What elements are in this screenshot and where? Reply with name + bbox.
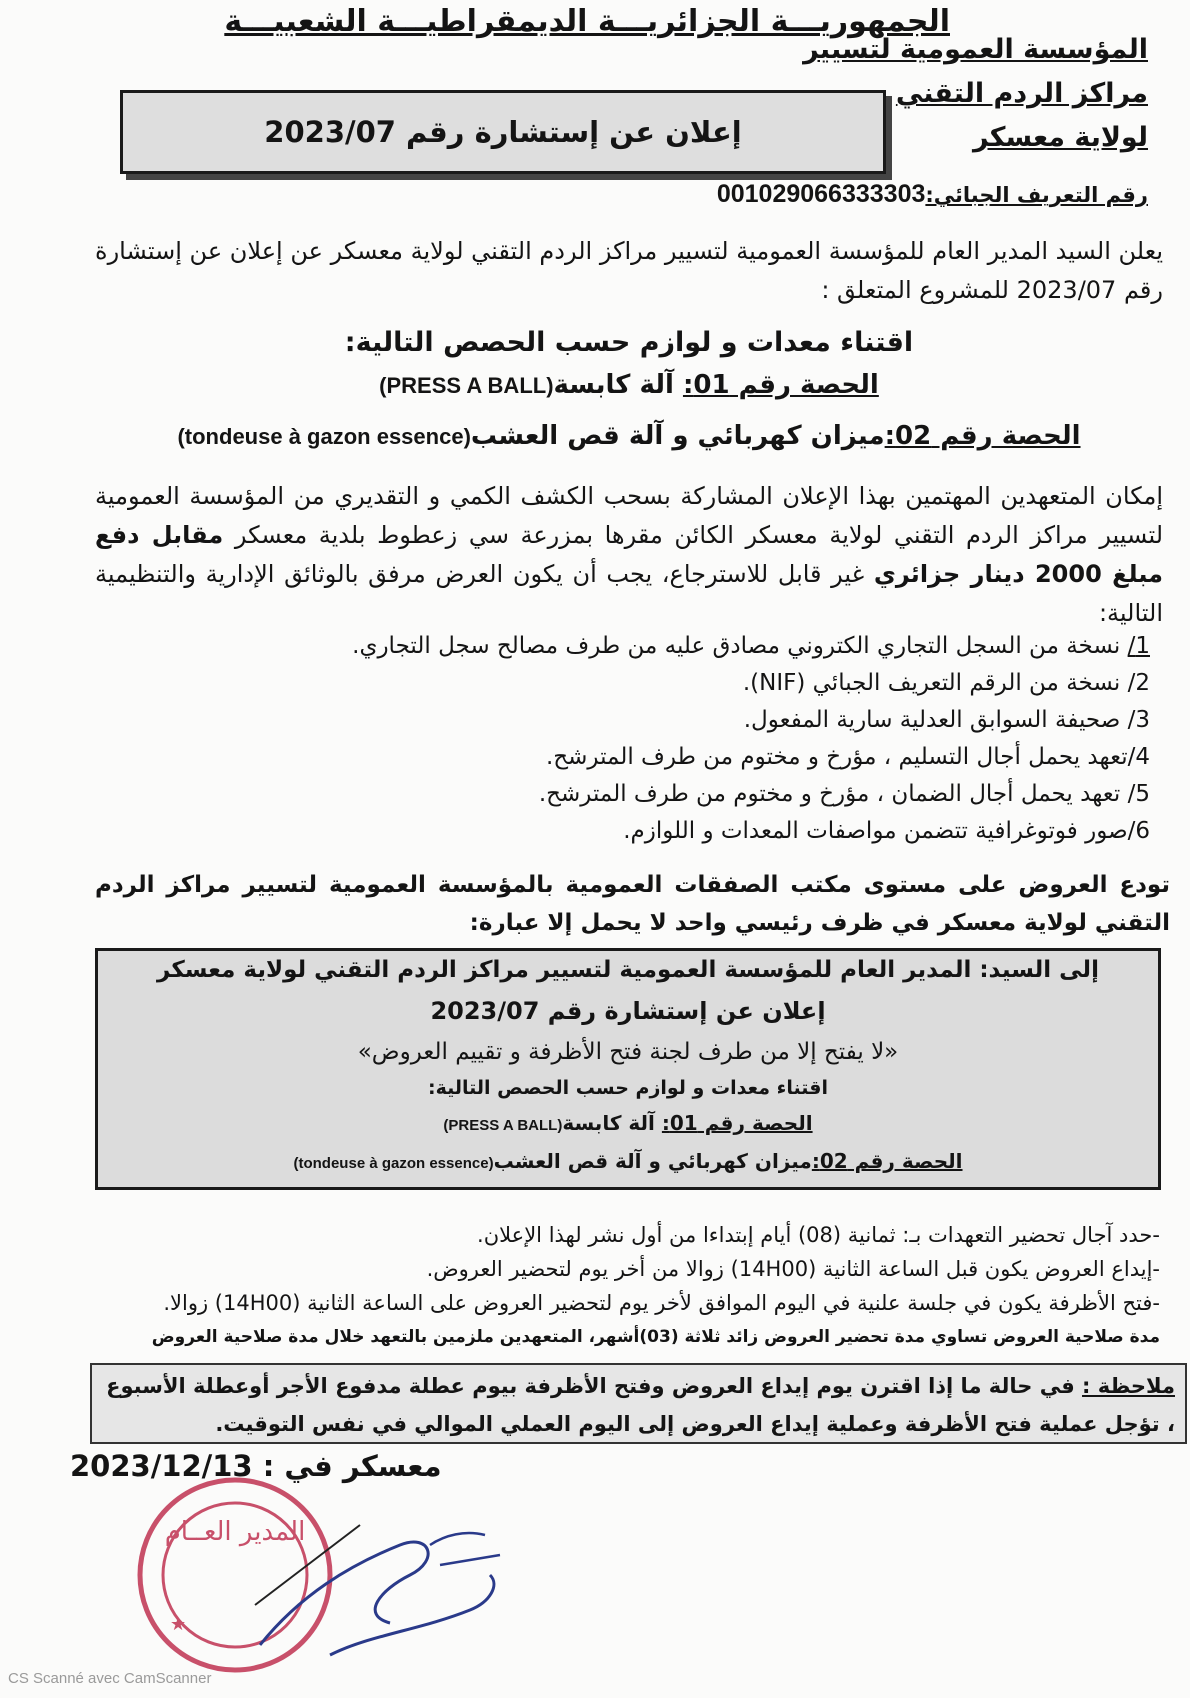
document-num: 2/ (1127, 670, 1150, 696)
tax-id-value: 001029066333303 (716, 180, 926, 208)
offers-validity: مدة صلاحية العروض تساوي مدة تحضير العروض زائد ثلاثة (03)أشهر، المتعهدين ملزمين بالتعهد خلال مدة صلاحية العروض (151, 1327, 1160, 1347)
signature-stroke-2 (330, 1575, 494, 1655)
envelope-warning: «لا يفتح إلا من طرف لجنة فتح الأظرفة و تقييم العروض» (357, 1039, 899, 1065)
handwritten-signature (240, 1505, 530, 1675)
lot-1-text: آلة كابسة (553, 370, 683, 400)
document-item-2 (743, 670, 1150, 696)
tax-id (717, 180, 1148, 209)
note-box (90, 1363, 1187, 1444)
tax-id-label: رقم التعريف الجبائي: (925, 183, 1148, 207)
document-item-3 (744, 707, 1150, 733)
document-num: 5/ (1127, 781, 1150, 807)
envelope-title: إعلان عن إستشارة رقم 2023/07 (430, 997, 826, 1025)
institution-line-2: مراكز الردم التقني (895, 78, 1148, 109)
announcement-title-box (120, 90, 886, 174)
envelope-lot-1-label: الحصة رقم 01: (661, 1111, 813, 1135)
lot-2-latin: (tondeuse à gazon essence) (177, 424, 471, 449)
envelope-box (95, 948, 1161, 1190)
signature-stroke-4 (255, 1525, 360, 1605)
deadline-deposit: -إيداع العروض يكون قبل الساعة الثانية (14H00) زوالا من أخر يوم لتحضير العروض. (426, 1257, 1160, 1281)
stamp-star: ★ (170, 1614, 187, 1635)
envelope-to (98, 957, 1158, 983)
document-item-5 (539, 781, 1150, 807)
note-text: في حالة ما إذا اقترن يوم إيداع العروض وفتح الأظرفة بيوم عطلة مدفوع الأجر أوعطلة الأسبوع ، تؤجل عملية فتح الأظرفة وعملية إيداع العروض إلى اليوم العملي الموالي في نفس التوقيت. (106, 1374, 1175, 1436)
envelope-lot-2 (98, 1149, 1158, 1173)
deposit-paragraph: تودع العروض على مستوى مكتب الصفقات العمومية بالمؤسسة العمومية لتسيير مراكز الردم التقني لولاية معسكر في ظرف رئيسي واحد لا يحمل إلا عبارة: (95, 872, 1170, 936)
participation-text-2: غير قابل للاسترجاع، يجب أن يكون العرض مرفق بالوثائق الإدارية والتنظيمية التالية: (95, 560, 1163, 627)
envelope-lot-1-latin: (PRESS A BALL) (443, 1117, 563, 1134)
subject-heading: اقتناء معدات و لوازم حسب الحصص التالية: (344, 327, 914, 358)
lot-1-label: الحصة رقم 01: (682, 370, 879, 400)
signature-stroke-3 (430, 1533, 500, 1565)
deadline-preparation: -حدد آجال تحضير التعهدات بـ: ثمانية (08) أيام إبتداءا من أول نشر لهذا الإعلان. (477, 1223, 1160, 1247)
document-text: نسخة من السجل التجاري الكتروني مصادق عليه من طرف مصالح سجل التجاري. (352, 633, 1128, 659)
republic-header: الجمهوريـــة الجزائريـــة الديمقراطيـــة الشعبيـــة (224, 4, 950, 39)
intro-paragraph: يعلن السيد المدير العام للمؤسسة العمومية لتسيير مراكز الردم التقني لولاية معسكر عن إعلان عن إستشارة رقم 2023/07 للمشروع المتعلق : (95, 237, 1163, 304)
envelope-to-text: المدير العام للمؤسسة العمومية لتسيير مراكز الردم التقني لولاية معسكر (157, 957, 980, 983)
deadline-opening: -فتح الأظرفة يكون في جلسة علنية في اليوم الموافق لأخر يوم لتحضير العروض على الساعة الثانية (14H00) زوالا. (163, 1291, 1160, 1315)
document-num: 6/ (1127, 818, 1150, 844)
envelope-lot-1 (98, 1111, 1158, 1135)
document-text: نسخة من الرقم التعريف الجبائي (NIF). (742, 670, 1128, 696)
envelope-to-label: إلى السيد: (979, 957, 1099, 983)
announcement-title: إعلان عن إستشارة رقم 2023/07 (264, 115, 742, 149)
document-item-4 (546, 744, 1150, 770)
document-item-6 (623, 818, 1150, 844)
document-text: تعهد يحمل أجال الضمان ، مؤرخ و مختوم من طرف المترشح. (538, 781, 1128, 807)
document-item-1 (352, 633, 1150, 659)
document-num: 1/ (1127, 633, 1150, 659)
envelope-lot-1-text: آلة كابسة (562, 1111, 662, 1135)
participation-fee: مقابل دفع مبلغ 2000 دينار جزائري (95, 521, 1164, 588)
lot-1-latin: (PRESS A BALL) (379, 373, 554, 398)
document-text: تعهد يحمل أجال التسليم ، مؤرخ و مختوم من طرف المترشح. (545, 744, 1128, 770)
lot-2-text: ميزان كهربائي و آلة قص العشب (470, 421, 885, 451)
lot-2-label: الحصة رقم 02: (884, 421, 1081, 451)
document-text: صور فوتوغرافية تتضمن مواصفات المعدات و اللوازم. (623, 818, 1128, 844)
scanner-watermark: CS Scanné avec CamScanner (8, 1670, 212, 1687)
subject-lot-2 (95, 421, 1163, 451)
document-num: 4/ (1127, 744, 1150, 770)
envelope-lot-2-label: الحصة رقم 02: (811, 1149, 963, 1173)
subject-lot-1 (95, 370, 1163, 400)
institution-line-1: المؤسسة العمومية لتسيير (803, 34, 1148, 65)
institution-line-3: لولاية معسكر (972, 122, 1148, 153)
document-text: صحيفة السوابق العدلية سارية المفعول. (743, 707, 1128, 733)
document-num: 3/ (1127, 707, 1150, 733)
participation-paragraph (95, 477, 1163, 633)
participation-text-1: إمكان المتعهدين المهتمين بهذا الإعلان المشاركة بسحب الكشف الكمي و التقديري من المؤسسة العمومية لتسيير مراكز الردم التقني لولاية معسكر الكائن مقرها بمزرعة سي زعطوط بلدية معسكر (95, 482, 1164, 549)
place-and-date: معسكر في : 2023/12/13 (70, 1449, 442, 1483)
envelope-lot-2-latin: (tondeuse à gazon essence) (293, 1155, 494, 1172)
envelope-lot-2-text: ميزان كهربائي و آلة قص العشب (493, 1149, 812, 1173)
stamp-title: المدير العــام (164, 1517, 306, 1547)
note-label: ملاحظة : (1082, 1374, 1175, 1398)
envelope-heading: اقتناء معدات و لوازم حسب الحصص التالية: (428, 1077, 828, 1099)
